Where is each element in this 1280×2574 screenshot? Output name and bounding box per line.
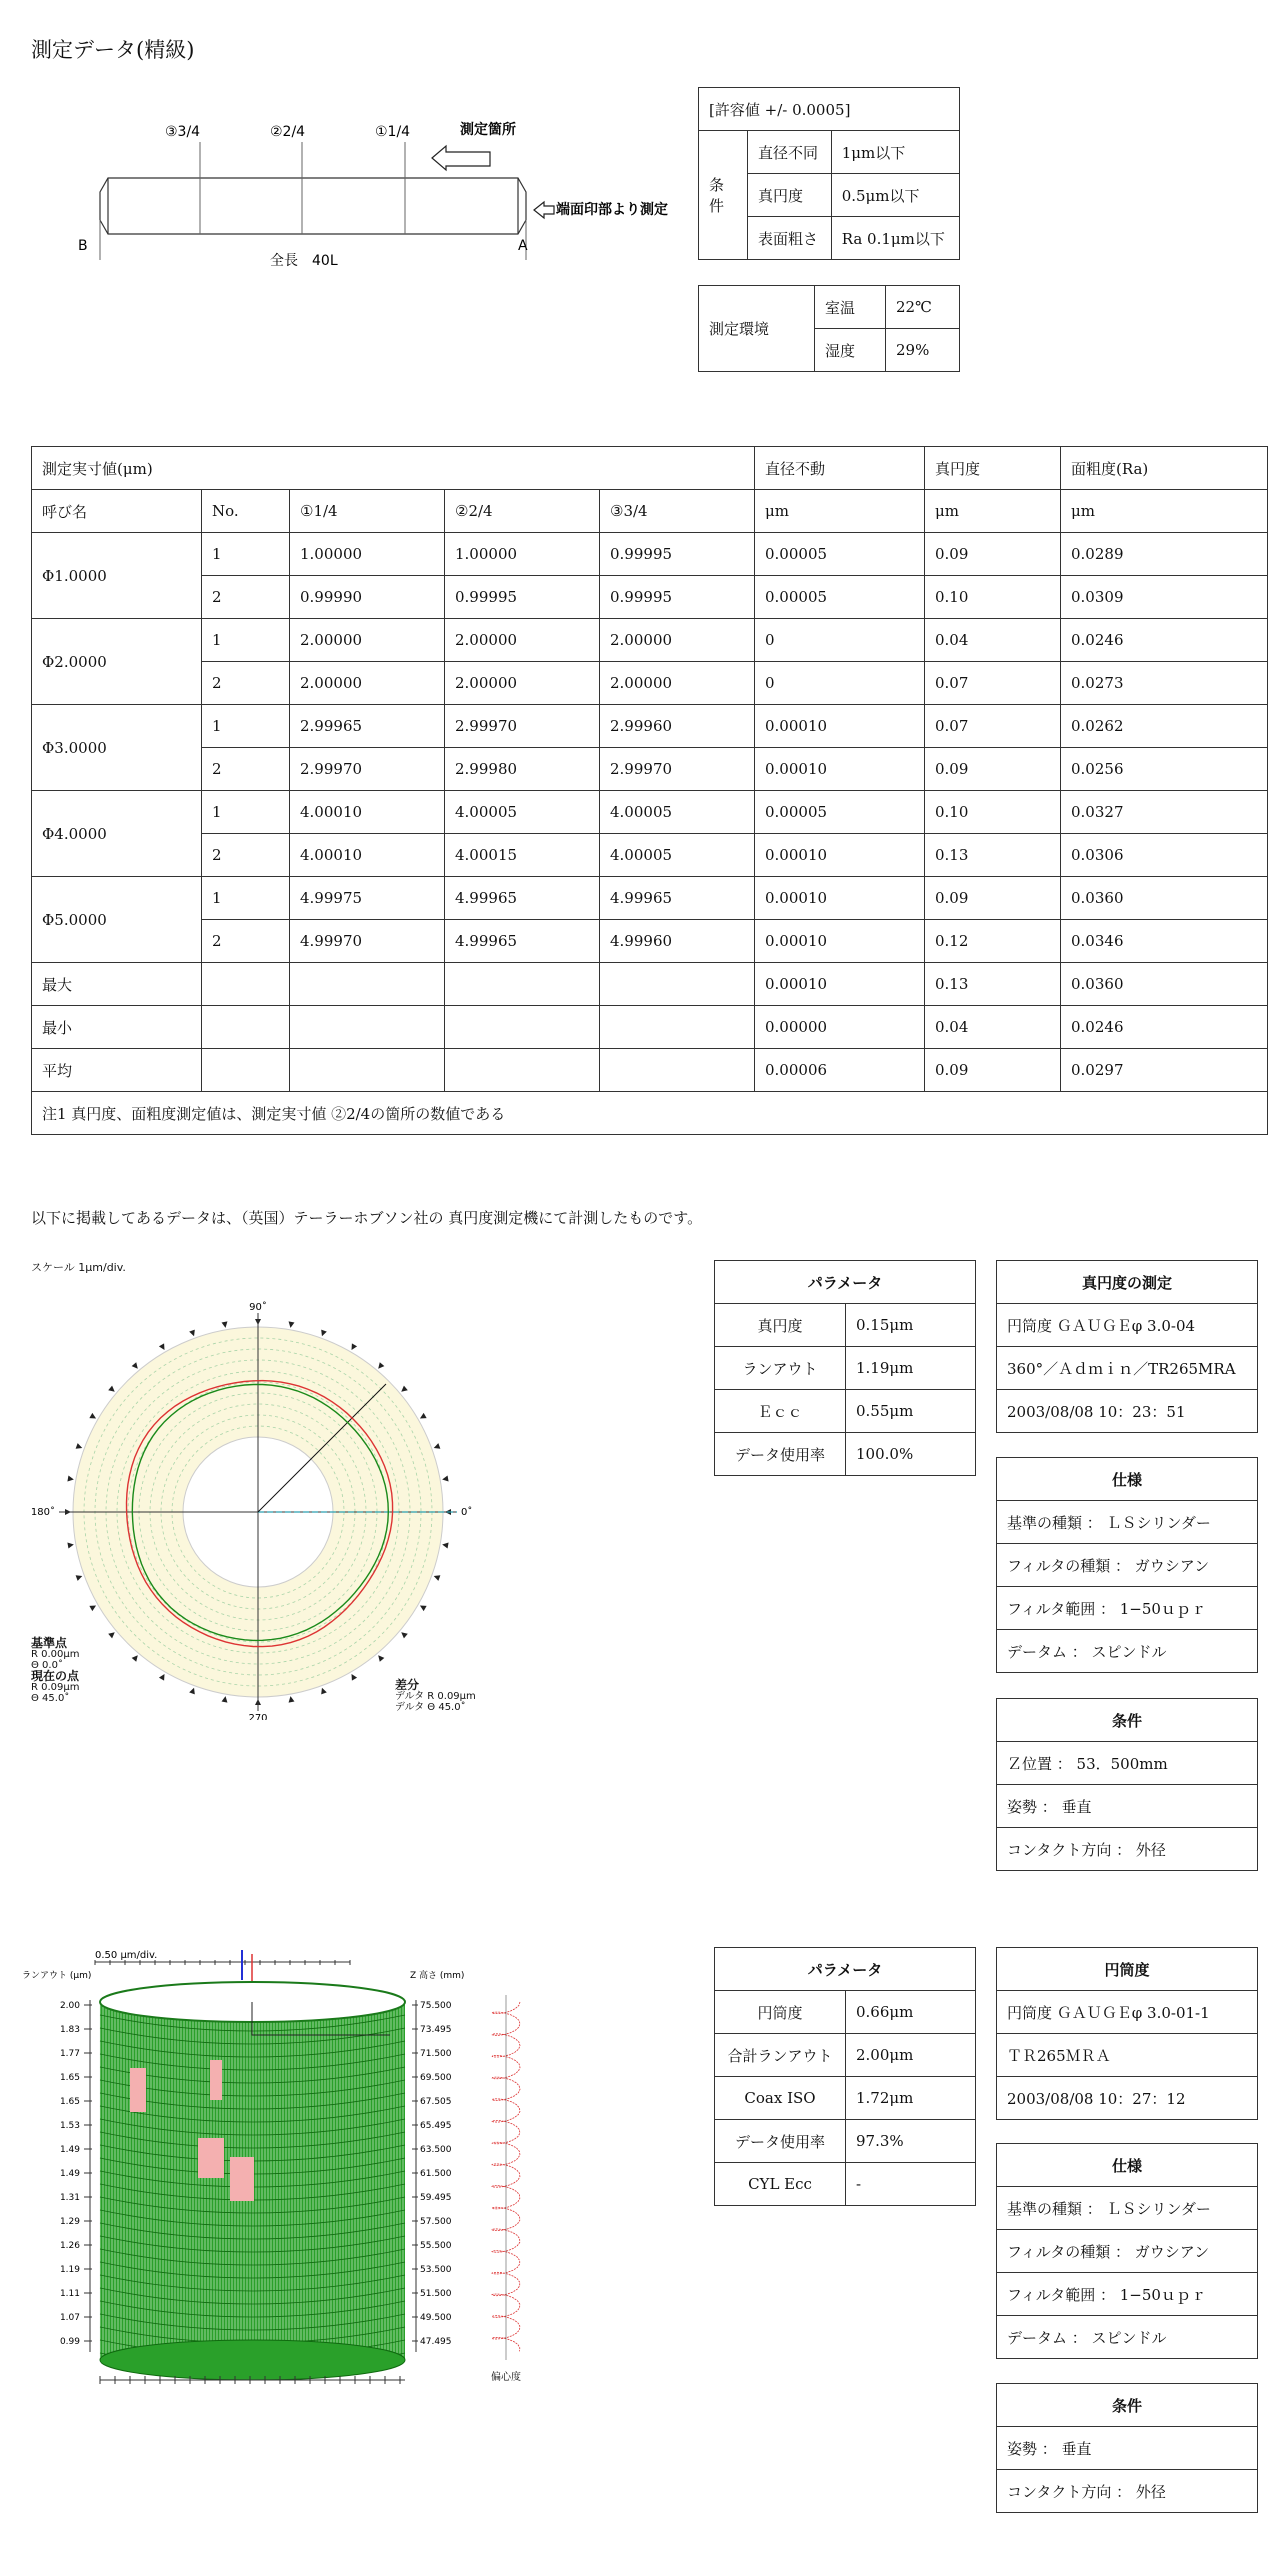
data-source-caption: 以下に掲載してあるデータは、（英国）テーラーホブソン社の 真円度測定機にて計測したものです。 [31,1209,703,1227]
cyl-left-tick: 1.77 [59,2049,80,2059]
spec-row: データム ： スピンドル [997,2316,1258,2359]
cond-title: 条件 [997,2384,1258,2427]
runout-patch [198,2138,224,2178]
cyl-left-tick: 2.00 [59,2001,80,2011]
cell-dia: 0.00010 [755,705,925,748]
header-unit: μm [1061,490,1268,533]
cyl-left-tick: 1.26 [59,2241,80,2251]
env-label: 測定環境 [699,286,815,372]
param-name: Ｅｃｃ [715,1390,846,1433]
cell-no: 2 [202,748,290,791]
info-row: 2003/08/08 10：27：12 [997,2077,1258,2120]
param-value: 0.55μm [846,1390,976,1433]
header-round: 真円度 [925,447,1061,490]
summary-ra: 0.0297 [1061,1049,1268,1092]
cell-p3: 4.00005 [600,834,755,877]
polar-tick [442,1543,448,1549]
cyl-right-tick: 61.500 [420,2169,452,2179]
summary-name: 最小 [32,1006,202,1049]
param-value: 0.66μm [846,1991,976,2034]
empty-cell [290,963,445,1006]
polar-tick [76,1575,83,1581]
cell-round: 0.07 [925,662,1061,705]
polar-tick [352,1674,358,1681]
summary-row [32,1006,1268,1049]
info-title: 円筒度 [997,1948,1258,1991]
table-row [32,920,1268,963]
spec-title: 仕様 [997,2144,1258,2187]
header-unit: μm [755,490,925,533]
cell-p1: 2.99965 [290,705,445,748]
cyl-right-tick: 63.500 [420,2145,452,2155]
spec-row: 基準の種類 ： ＬＳシリンダー [997,1501,1258,1544]
polar-tick [189,1688,195,1695]
summary-row [32,963,1268,1006]
param-name: Coax ISO [715,2077,846,2120]
empty-cell [202,963,290,1006]
polar-tick [420,1413,427,1419]
cur-r: R 0.09μm [31,1682,80,1693]
arrow-icon [432,146,490,170]
header-no: No. [202,490,290,533]
label-14: ①1/4 [375,124,411,140]
polar-tick [159,1674,165,1681]
header-p2: ②2/4 [445,490,600,533]
cell-round: 0.07 [925,705,1061,748]
ref-point-block [31,1638,80,1704]
spec-row: フィルタの種類 ： ガウシアン [997,1544,1258,1587]
empty-cell [202,1006,290,1049]
cylinder-bottom [100,2340,405,2380]
cell-p2: 2.99980 [445,748,600,791]
cell-p3: 4.99965 [600,877,755,920]
cell-dia: 0 [755,662,925,705]
empty-cell [290,1006,445,1049]
summary-row [32,1049,1268,1092]
polar-tick [321,1688,327,1695]
cell-no: 1 [202,533,290,576]
info-title: 真円度の測定 [997,1261,1258,1304]
cell-round: 0.04 [925,619,1061,662]
param-name: ランアウト [715,1347,846,1390]
cyl-right-tick: 47.495 [420,2337,452,2347]
angle-180-label: 180˚ [30,1507,55,1518]
spec-row: データム ： スピンドル [997,1630,1258,1673]
eccentricity-label: 偏心度 [491,2372,521,2383]
cell-dia: 0.00010 [755,920,925,963]
cell-p2: 2.00000 [445,662,600,705]
cell-p2: 2.99970 [445,705,600,748]
spec-box-1 [996,1457,1258,1673]
table-row [32,533,1268,576]
param-value: - [846,2163,976,2206]
cell-p1: 2.00000 [290,619,445,662]
cell-ra: 0.0246 [1061,619,1268,662]
param-title: パラメータ [715,1948,976,1991]
cyl-right-tick: 75.500 [420,2001,452,2011]
empty-cell [290,1049,445,1092]
diff-r: デルタ R 0.09μm [395,1691,476,1702]
header-p3: ③3/4 [600,490,755,533]
summary-round: 0.04 [925,1006,1061,1049]
polar-tick [108,1386,115,1392]
cyl-left-tick: 1.65 [59,2097,80,2107]
roundness-info-box [996,1260,1258,1433]
spec-row: フィルタ範囲 ： 1−50ｕｐｒ [997,2273,1258,2316]
note-row [32,1092,1268,1135]
cyl-left-tick: 1.19 [59,2265,80,2275]
diff-t: デルタ Θ 45.0˚ [395,1702,466,1713]
param-value: 0.15μm [846,1304,976,1347]
spec-row: フィルタの種類 ： ガウシアン [997,2230,1258,2273]
summary-dia: 0.00000 [755,1006,925,1049]
summary-name: 平均 [32,1049,202,1092]
polar-tick [132,1655,138,1662]
measure-point-label: 測定箇所 [460,122,516,138]
header-measured: 測定実寸値(μm) [32,447,755,490]
spec-row: 基準の種類 ： ＬＳシリンダー [997,2187,1258,2230]
cell-dia: 0.00005 [755,791,925,834]
cell-ra: 0.0256 [1061,748,1268,791]
cyl-left-tick: 1.83 [59,2025,80,2035]
param-value: 2.00μm [846,2034,976,2077]
cyl-left-tick: 1.49 [59,2145,80,2155]
cyl-right-tick: 67.505 [420,2097,452,2107]
polar-scale: スケール 1μm/div. [31,1261,126,1274]
polar-tick [159,1343,165,1350]
label-34: ③3/4 [165,124,201,140]
empty-cell [445,1049,600,1092]
cond-row: 姿勢 ： 垂直 [997,2427,1258,2470]
cell-ra: 0.0289 [1061,533,1268,576]
table-row [32,791,1268,834]
cell-no: 2 [202,920,290,963]
environment-table [698,285,960,372]
polar-tick [67,1476,73,1482]
table-row [32,619,1268,662]
spec-box-2 [996,2143,1258,2359]
table-row [32,834,1268,877]
ref-title: 基準点 [31,1636,68,1650]
param-title: パラメータ [715,1261,976,1304]
condition-box-2 [996,2383,1258,2513]
cell-no: 1 [202,791,290,834]
cell-no: 2 [202,834,290,877]
tolerance-header: [許容値 +/- 0.0005] [699,88,960,131]
polar-tick [321,1330,327,1337]
polar-tick [222,1321,228,1327]
env-value: 22℃ [886,286,960,329]
polar-tick [434,1575,441,1581]
angle-0-label: 0˚ [461,1507,473,1518]
cyl-left-tick: 1.31 [59,2193,80,2203]
cyl-right-tick: 71.500 [420,2049,452,2059]
polar-tick [76,1443,83,1449]
cyl-right-tick: 49.500 [420,2313,452,2323]
runout-patch [210,2060,222,2100]
polar-tick [378,1362,384,1369]
header-p1: ①1/4 [290,490,445,533]
cell-ra: 0.0327 [1061,791,1268,834]
polar-tick [189,1330,195,1337]
summary-ra: 0.0246 [1061,1006,1268,1049]
cyl-right-tick: 59.495 [420,2193,452,2203]
polar-tick [108,1632,115,1638]
cyl-left-tick: 1.11 [59,2289,80,2299]
polar-tick [289,1696,295,1702]
cond-title: 条件 [997,1699,1258,1742]
polar-tick [401,1386,408,1392]
cell-no: 1 [202,877,290,920]
angle-90-label: 90˚ [249,1302,267,1313]
cell-round: 0.09 [925,748,1061,791]
table-row [32,662,1268,705]
summary-dia: 0.00010 [755,963,925,1006]
cell-round: 0.13 [925,834,1061,877]
cylindricity-3d-plot [20,1940,700,2390]
info-row: 2003/08/08 10：23：51 [997,1390,1258,1433]
polar-tick [442,1476,448,1482]
polar-tick [378,1655,384,1662]
label-24: ②2/4 [270,124,306,140]
empty-cell [445,963,600,1006]
cell-p1: 1.00000 [290,533,445,576]
cyl-right-tick: 55.500 [420,2241,452,2251]
cyl-left-title: ランアウト (μm) [22,1971,92,1981]
roundness-polar-plot [30,1300,490,1720]
cell-no: 1 [202,619,290,662]
cell-p3: 2.99960 [600,705,755,748]
param-name: 真円度 [715,1304,846,1347]
cyl-left-tick: 1.07 [59,2313,80,2323]
cur-title: 現在の点 [31,1669,80,1683]
param-value: 100.0% [846,1433,976,1476]
cyl-right-tick: 57.500 [420,2217,452,2227]
tolerance-table [698,87,960,260]
cond-row: コンタクト方向 ： 外径 [997,1828,1258,1871]
cur-t: Θ 45.0˚ [31,1693,70,1704]
cyl-left-tick: 1.53 [59,2121,80,2131]
param-value: 1.19μm [846,1347,976,1390]
cond-row: コンタクト方向 ： 外径 [997,2470,1258,2513]
cyl-right-tick: 69.500 [420,2073,452,2083]
cell-ra: 0.0306 [1061,834,1268,877]
end-b-label: B [78,238,88,254]
size-name: Φ3.0000 [32,705,202,791]
cell-p2: 4.99965 [445,877,600,920]
cell-ra: 0.0262 [1061,705,1268,748]
length-label: 全長 40L [270,253,338,269]
empty-cell [600,963,755,1006]
cyl-right-tick: 73.495 [420,2025,452,2035]
info-row: 360°／Ａｄｍｉｎ／TR265MRA [997,1347,1258,1390]
cyl-left-tick: 1.65 [59,2073,80,2083]
cell-p3: 2.99970 [600,748,755,791]
info-row: 円筒度 ＧＡＵＧＥφ 3.0-04 [997,1304,1258,1347]
tol-name: 直径不同 [748,131,832,174]
cell-round: 0.09 [925,877,1061,920]
cyl-right-tick: 65.495 [420,2121,452,2131]
table-note: 注1 真円度、面粗度測定値は、測定実寸値 ②2/4の箇所の数値である [32,1092,1268,1135]
cell-p2: 4.99965 [445,920,600,963]
polar-tick [67,1543,73,1549]
tol-value: Ra 0.1μm以下 [831,217,959,260]
cell-round: 0.10 [925,576,1061,619]
param-name: データ使用率 [715,2120,846,2163]
cell-ra: 0.0309 [1061,576,1268,619]
cell-p1: 2.00000 [290,662,445,705]
cell-round: 0.12 [925,920,1061,963]
size-name: Φ2.0000 [32,619,202,705]
cell-dia: 0.00010 [755,834,925,877]
cell-p3: 4.99960 [600,920,755,963]
ref-r: R 0.00μm [31,1649,80,1660]
size-name: Φ4.0000 [32,791,202,877]
param-name: 円筒度 [715,1991,846,2034]
spec-row: フィルタ範囲 ： 1−50ｕｐｒ [997,1587,1258,1630]
param-value: 1.72μm [846,2077,976,2120]
param-name: 合計ランアウト [715,2034,846,2077]
cell-p2: 4.00005 [445,791,600,834]
table-row [32,705,1268,748]
measurement-table [31,446,1268,1135]
header-unit: μm [925,490,1061,533]
cell-p3: 2.00000 [600,619,755,662]
header-ra: 面粗度(Ra) [1061,447,1268,490]
tol-name: 表面粗さ [748,217,832,260]
condition-box-1 [996,1698,1258,1871]
table-row [32,877,1268,920]
parameter-table-2 [714,1947,976,2206]
cell-p2: 2.00000 [445,619,600,662]
cond-row: Ｚ位置 ： 53．500mm [997,1742,1258,1785]
cyl-right-tick: 53.500 [420,2265,452,2275]
info-row: 円筒度 ＧＡＵＧＥφ 3.0-01-1 [997,1991,1258,2034]
polar-tick [352,1343,358,1350]
cell-p1: 4.00010 [290,791,445,834]
header-dia: 直径不動 [755,447,925,490]
cell-dia: 0 [755,619,925,662]
summary-round: 0.09 [925,1049,1061,1092]
size-name: Φ5.0000 [32,877,202,963]
size-name: Φ1.0000 [32,533,202,619]
empty-cell [202,1049,290,1092]
cell-p3: 0.99995 [600,533,755,576]
cyl-right-tick: 51.500 [420,2289,452,2299]
cell-round: 0.09 [925,533,1061,576]
cell-p3: 2.00000 [600,662,755,705]
parameter-table-1 [714,1260,976,1476]
cell-p2: 0.99995 [445,576,600,619]
page-title: 測定データ(精級) [31,38,195,62]
summary-round: 0.13 [925,963,1061,1006]
diff-title: 差分 [395,1678,420,1692]
polar-tick [132,1362,138,1369]
ref-t: Θ 0.0˚ [31,1660,63,1671]
cell-p1: 4.00010 [290,834,445,877]
empty-cell [445,1006,600,1049]
info-row: ＴＲ265ＭＲＡ [997,2034,1258,2077]
tol-name: 真円度 [748,174,832,217]
tol-value: 1μm以下 [831,131,959,174]
cell-p1: 0.99990 [290,576,445,619]
empty-cell [600,1049,755,1092]
cell-ra: 0.0273 [1061,662,1268,705]
table-row [32,748,1268,791]
polar-tick [222,1696,228,1702]
cell-p2: 1.00000 [445,533,600,576]
param-value: 97.3% [846,2120,976,2163]
cell-p3: 4.00005 [600,791,755,834]
cylindricity-info-box [996,1947,1258,2120]
angle-270-label: 270 [248,1713,268,1720]
cell-p1: 2.99970 [290,748,445,791]
polar-tick [401,1632,408,1638]
cell-ra: 0.0360 [1061,877,1268,920]
cell-round: 0.10 [925,791,1061,834]
cyl-left-tick: 0.99 [59,2337,80,2347]
env-value: 29% [886,329,960,372]
end-arrow-icon [534,202,554,218]
cell-p1: 4.99970 [290,920,445,963]
polar-tick [89,1606,96,1612]
tol-value: 0.5μm以下 [831,174,959,217]
end-a-label: A [518,238,528,254]
shaft-diagram [70,110,690,280]
cell-dia: 0.00005 [755,533,925,576]
cond-row: 姿勢 ： 垂直 [997,1785,1258,1828]
env-name: 湿度 [815,329,886,372]
cyl-left-tick: 1.49 [59,2169,80,2179]
cell-p3: 0.99995 [600,576,755,619]
summary-dia: 0.00006 [755,1049,925,1092]
cyl-left-tick: 1.29 [59,2217,80,2227]
table-row [32,576,1268,619]
summary-name: 最大 [32,963,202,1006]
cell-no: 2 [202,662,290,705]
runout-patch [130,2068,146,2112]
header-name: 呼び名 [32,490,202,533]
cyl-right-title: Z 高さ (mm) [410,1971,465,1981]
cell-p2: 4.00015 [445,834,600,877]
param-name: CYL Ecc [715,2163,846,2206]
cond-label: 条件 [699,131,748,260]
summary-ra: 0.0360 [1061,963,1268,1006]
cell-dia: 0.00010 [755,877,925,920]
cell-dia: 0.00010 [755,748,925,791]
cell-ra: 0.0346 [1061,920,1268,963]
cell-p1: 4.99975 [290,877,445,920]
cell-dia: 0.00005 [755,576,925,619]
end-face-label: 端面印部より測定 [556,202,668,218]
polar-tick [434,1443,441,1449]
runout-patch [230,2157,254,2201]
cell-no: 1 [202,705,290,748]
diff-block [395,1680,476,1713]
polar-tick [89,1413,96,1419]
polar-tick [420,1606,427,1612]
env-name: 室温 [815,286,886,329]
polar-tick [289,1321,295,1327]
cell-no: 2 [202,576,290,619]
empty-cell [600,1006,755,1049]
spec-title: 仕様 [997,1458,1258,1501]
param-name: データ使用率 [715,1433,846,1476]
cyl-scale: 0.50 μm/div. [95,1950,158,1961]
